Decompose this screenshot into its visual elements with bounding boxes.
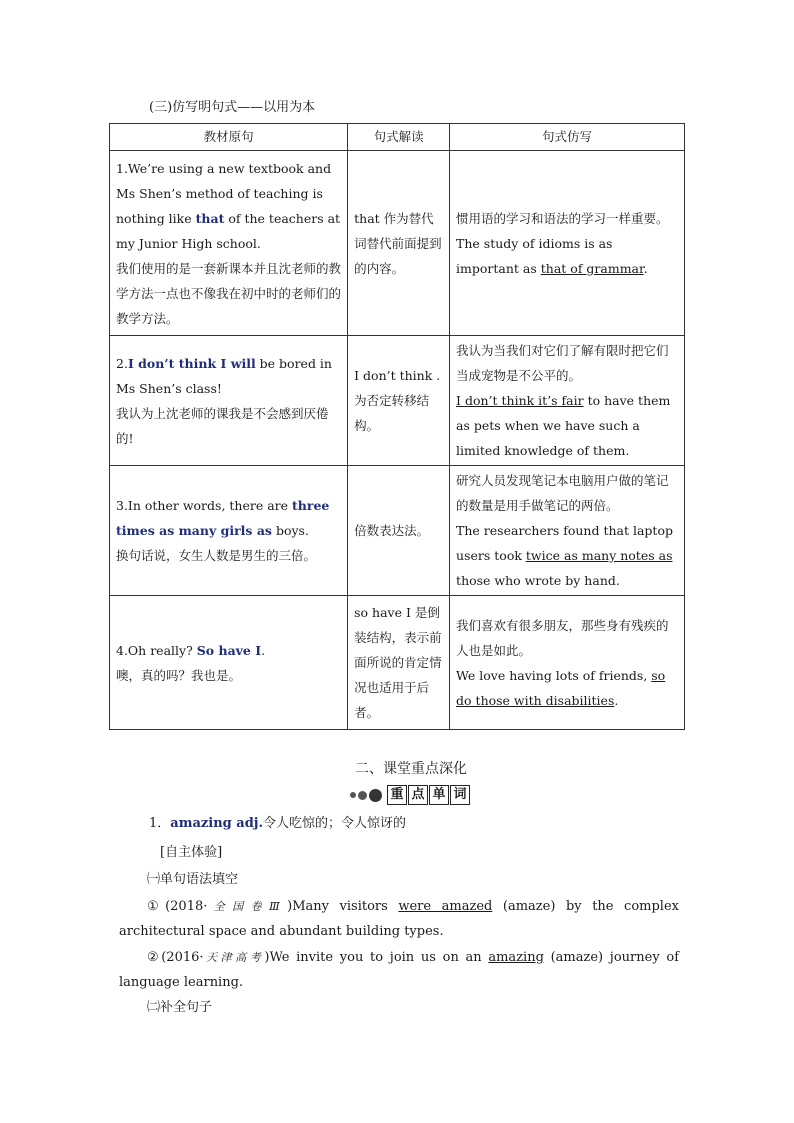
badge-char: 词 <box>450 785 470 805</box>
table-header-row <box>110 124 685 151</box>
interpretation-cell: I don’t think .为否定转移结构。 <box>348 336 450 466</box>
badge-char: 点 <box>408 785 428 805</box>
column-header: 句式解读 <box>348 124 450 151</box>
imitation-text: to have them as pets when we have such a limited knowledge of them. <box>456 393 671 458</box>
imitation-cell <box>450 596 685 730</box>
exercise-item <box>119 894 679 944</box>
original-text: boys. <box>271 523 309 538</box>
answer-blank: twice as many notes as <box>525 548 673 563</box>
answer-blank: amazing <box>488 950 544 965</box>
exercise-source: 全国卷Ⅲ <box>207 900 288 913</box>
original-translation: 我们使用的是一套新课本并且沈老师的教学方法一点也不像我在初中时的老师们的教学方法。 <box>116 260 342 326</box>
imitation-text: . <box>643 260 648 276</box>
imitation-text: those who wrote by hand. <box>456 573 620 588</box>
column-header: 教材原句 <box>110 124 348 151</box>
vocab-meaning: 令人吃惊的；令人惊讶的 <box>263 816 407 831</box>
imitation-text: The study of idioms is as important as <box>456 235 613 276</box>
key-phrase: So have I <box>196 642 262 658</box>
subsection-title: ㈠单句语法填空 <box>147 872 239 887</box>
original-sentence-cell <box>110 596 348 730</box>
table-row <box>110 596 685 730</box>
imitation-cell <box>450 466 685 596</box>
exercise-source: 天津高考 <box>203 951 265 964</box>
answer-blank: were amazed <box>398 899 493 914</box>
interpretation-cell: so have I 是倒装结构，表示前面所说的肯定情况也适用于后者。 <box>348 596 450 730</box>
original-sentence-cell <box>110 336 348 466</box>
exercise-text: (amaze) by the complex architectural space and abundant building types. <box>119 899 679 939</box>
badge-label <box>386 785 470 805</box>
vocab-word: amazing adj. <box>170 816 264 831</box>
table-row <box>110 151 685 336</box>
subsection-title: ㈡补全句子 <box>147 1000 213 1015</box>
exercise-text: )Many visitors <box>287 899 399 914</box>
vocab-number: 1． <box>149 816 171 831</box>
key-words-badge <box>350 785 470 805</box>
imitation-prompt: 我认为当我们对它们了解有限时把它们当成宠物是不公平的。 <box>456 343 669 383</box>
original-translation: 我认为上沈老师的课我是不会感到厌倦的! <box>116 405 329 446</box>
table-row <box>110 466 685 596</box>
section-title: (三)仿写明句式——以用为本 <box>149 100 316 115</box>
sentence-table <box>109 123 685 730</box>
imitation-prompt: 我们喜欢有很多朋友，那些身有残疾的人也是如此。 <box>456 617 669 658</box>
exercise-item <box>119 945 679 995</box>
original-text: 1.We’re using a new textbook and Ms Shen’s method of teaching is nothing like <box>116 160 332 226</box>
original-sentence-cell <box>110 466 348 596</box>
dot-icon <box>350 792 356 798</box>
exercise-text: (amaze) journey of language learning. <box>119 950 680 990</box>
exercise-text: ①(2018· <box>147 899 208 914</box>
imitation-prompt: 研究人员发现笔记本电脑用户做的笔记的数量是用手做笔记的两倍。 <box>456 473 669 513</box>
section-heading: 二、课堂重点深化 <box>355 761 467 777</box>
original-sentence-cell <box>110 151 348 336</box>
column-header: 句式仿写 <box>450 124 685 151</box>
original-text: 4.Oh really? <box>116 642 197 658</box>
dot-icon <box>369 789 382 802</box>
original-text: 2. <box>116 355 128 371</box>
badge-char: 单 <box>429 785 449 805</box>
original-text: . <box>261 642 266 658</box>
exercise-text: ②(2016· <box>147 950 204 965</box>
self-check-label: [自主体验] <box>160 845 223 860</box>
original-translation: 噢，真的吗？我也是。 <box>116 667 242 683</box>
interpretation-cell: that 作为替代词替代前面提到的内容。 <box>348 151 450 336</box>
answer-blank: so do those with disabilities <box>456 667 666 708</box>
imitation-prompt: 惯用语的学习和语法的学习一样重要。 <box>456 210 669 226</box>
original-text: of the teachers at my Junior High school. <box>116 210 341 251</box>
answer-blank: that of grammar <box>540 260 644 276</box>
badge-char: 重 <box>387 785 407 805</box>
interpretation-cell: 倍数表达法。 <box>348 466 450 596</box>
imitation-text: The researchers found that laptop users took <box>456 523 673 563</box>
key-phrase: that <box>195 210 225 226</box>
original-translation: 换句话说，女生人数是男生的三倍。 <box>116 548 317 563</box>
key-phrase: I don’t think I will <box>127 355 256 371</box>
imitation-cell <box>450 151 685 336</box>
imitation-cell <box>450 336 685 466</box>
exercise-text: )We invite you to join us on an <box>264 950 489 965</box>
table-row <box>110 336 685 466</box>
key-phrase: three times as many girls as <box>116 498 330 538</box>
original-text: be bored in Ms Shen’s class! <box>116 355 332 396</box>
original-text: 3.In other words, there are <box>116 498 293 513</box>
dot-icon <box>358 791 367 800</box>
answer-blank: I don’t think it’s fair <box>456 393 584 408</box>
imitation-text: We love having lots of friends, <box>456 667 652 683</box>
imitation-text: . <box>614 692 619 708</box>
vocab-entry <box>149 814 406 834</box>
